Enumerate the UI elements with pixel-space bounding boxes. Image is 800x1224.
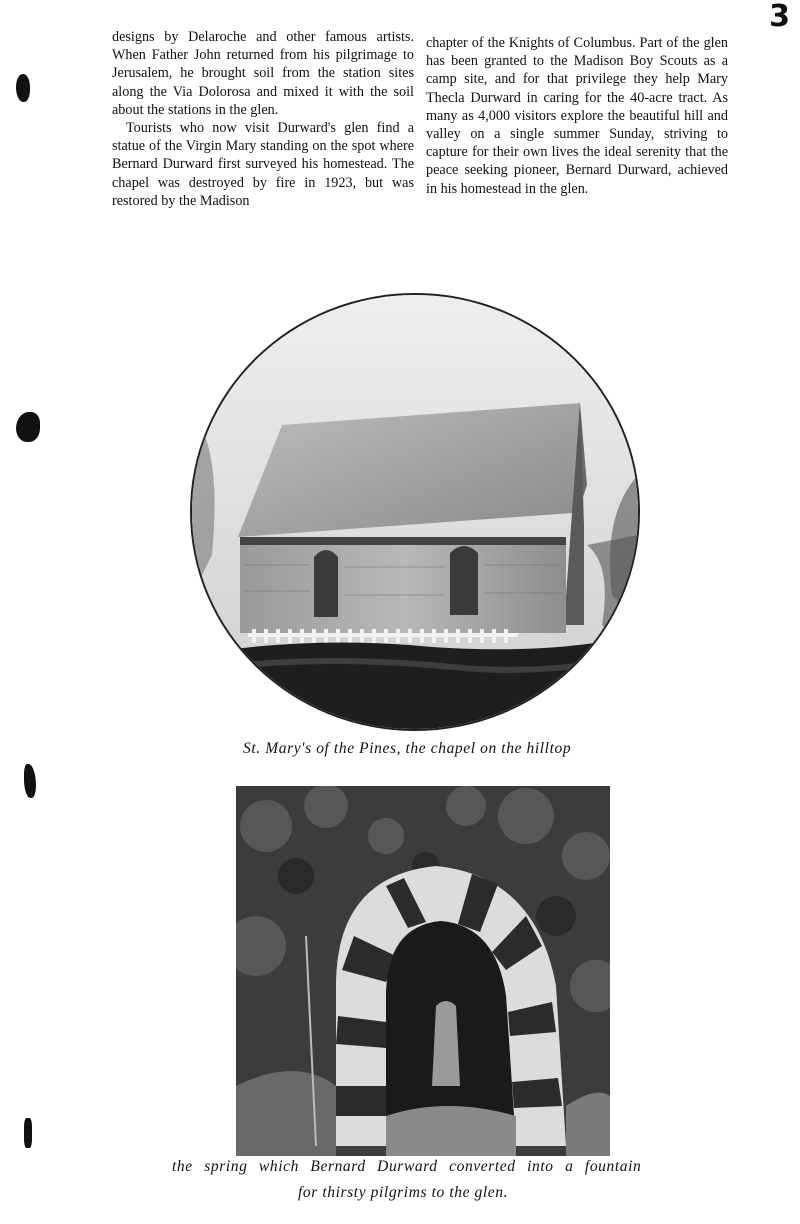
- article-paragraph: designs by Delaroche and other famous artists. When Father John returned from his pilgrimage to Jerusalem, he brought soil from the station sites along the Via Dolorosa and mixed it with the soil about the stations in the glen.: [112, 29, 414, 118]
- spring-photo-caption: the spring which Bernard Durward converted into a fountain: [172, 1158, 642, 1175]
- article-left-column: [112, 28, 414, 210]
- binder-hole-mark: [16, 412, 40, 442]
- binder-hole-mark: [24, 764, 36, 798]
- binder-hole-mark: [24, 1118, 32, 1148]
- spring-photo-caption-continued: for thirsty pilgrims to the glen.: [298, 1184, 509, 1201]
- page-number: 3: [769, 0, 790, 34]
- article-paragraph: chapter of the Knights of Columbus. Part of the glen has been granted to the Madison Boy Scouts as a camp site, and for that privilege they help Mary Thecla Durward in caring for the 40-acre tract. As many as 4,000 visitors explore the beautiful hill and valley on a single summer Sunday, striving to capture for their own lives the ideal serenity that the peace seeking pioneer, Bernard Durward, achieved in his homestead in the glen.: [426, 35, 728, 197]
- binder-hole-mark: [16, 74, 30, 102]
- spring-fountain-photo: [236, 786, 610, 1156]
- article-right-column: [426, 34, 728, 198]
- chapel-photo: [190, 293, 640, 731]
- chapel-photo-caption: St. Mary's of the Pines, the chapel on the hilltop: [243, 740, 572, 757]
- article-paragraph: Tourists who now visit Durward's glen find a statue of the Virgin Mary standing on the spot where Bernard Durward first surveyed his homestead. The chapel was destroyed by fire in 1923, but was restored by the Madison: [112, 120, 414, 209]
